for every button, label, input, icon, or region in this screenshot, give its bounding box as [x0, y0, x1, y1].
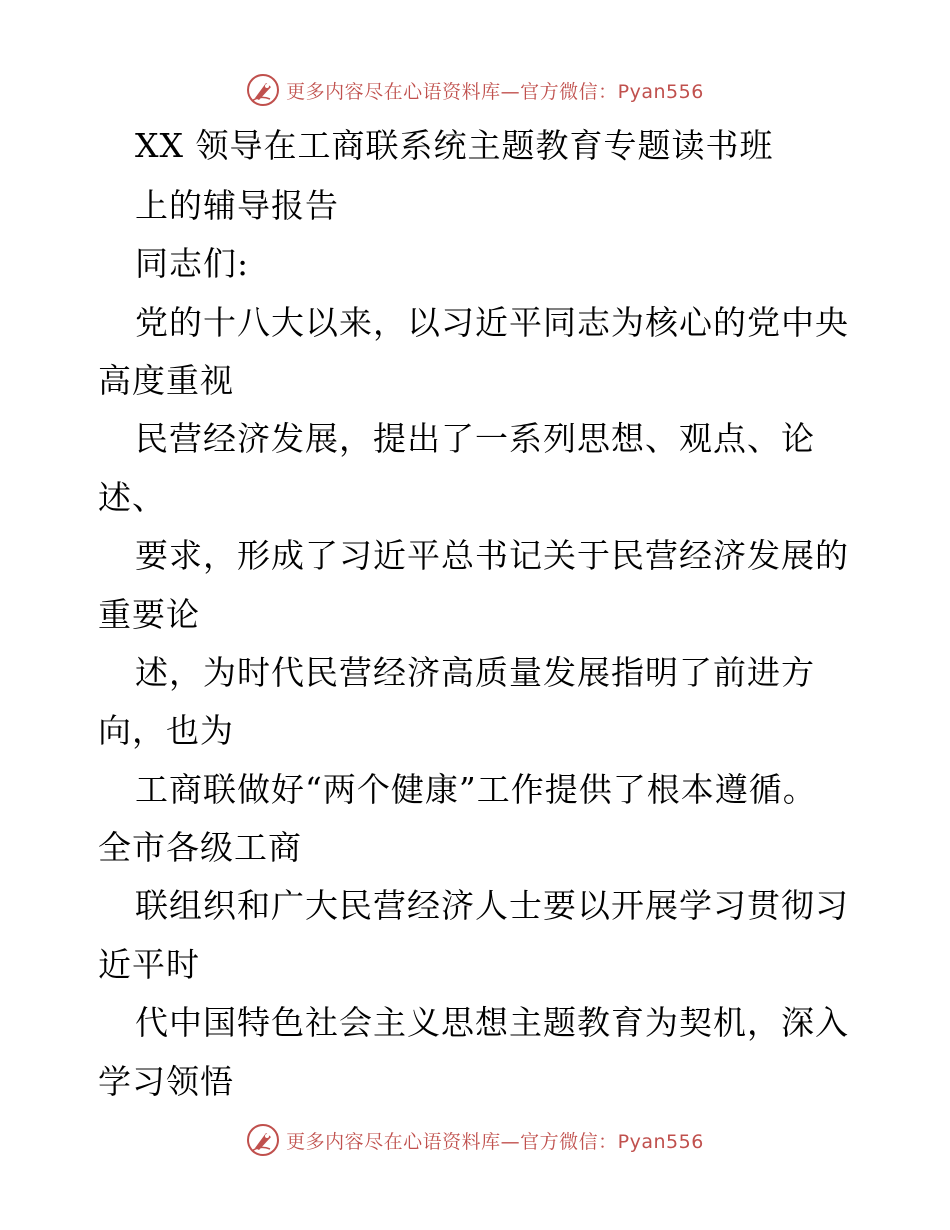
body-line: 重要论	[98, 595, 200, 634]
body-line: 述，为时代民营经济高质量发展指明了前进方	[135, 653, 815, 692]
body-line: 全市各级工商	[98, 828, 302, 867]
title-line-2: 上的辅导报告	[135, 186, 339, 225]
body-line: 联组织和广大民营经济人士要以开展学习贯彻习	[135, 886, 849, 925]
body-line: 民营经济发展，提出了一系列思想、观点、论	[135, 419, 815, 458]
body-line: 向，也为	[98, 711, 234, 750]
body-line: 党的十八大以来，以习近平同志为核心的党中央	[135, 303, 849, 342]
body-line: 高度重视	[98, 361, 234, 400]
body-line: 工商联做好“两个健康”工作提供了根本遵循。	[135, 770, 817, 809]
salutation: 同志们:	[135, 244, 250, 283]
footer-watermark	[0, 1120, 950, 1160]
body-line: 近平时	[98, 945, 200, 984]
body-line: 述、	[98, 478, 166, 517]
header-watermark	[0, 70, 950, 110]
watermark-text: 更多内容尽在心语资料库—官方微信：Pyan556	[286, 1130, 704, 1153]
pen-nib-logo-icon	[246, 73, 280, 107]
body-line: 学习领悟	[98, 1062, 234, 1101]
body-line: 要求，形成了习近平总书记关于民营经济发展的	[135, 536, 849, 575]
watermark-text: 更多内容尽在心语资料库—官方微信：Pyan556	[286, 80, 704, 103]
body-line: 代中国特色社会主义思想主题教育为契机，深入	[135, 1003, 849, 1042]
title-line-1: XX 领导在工商联系统主题教育专题读书班	[135, 126, 774, 165]
pen-nib-logo-icon	[246, 1123, 280, 1157]
